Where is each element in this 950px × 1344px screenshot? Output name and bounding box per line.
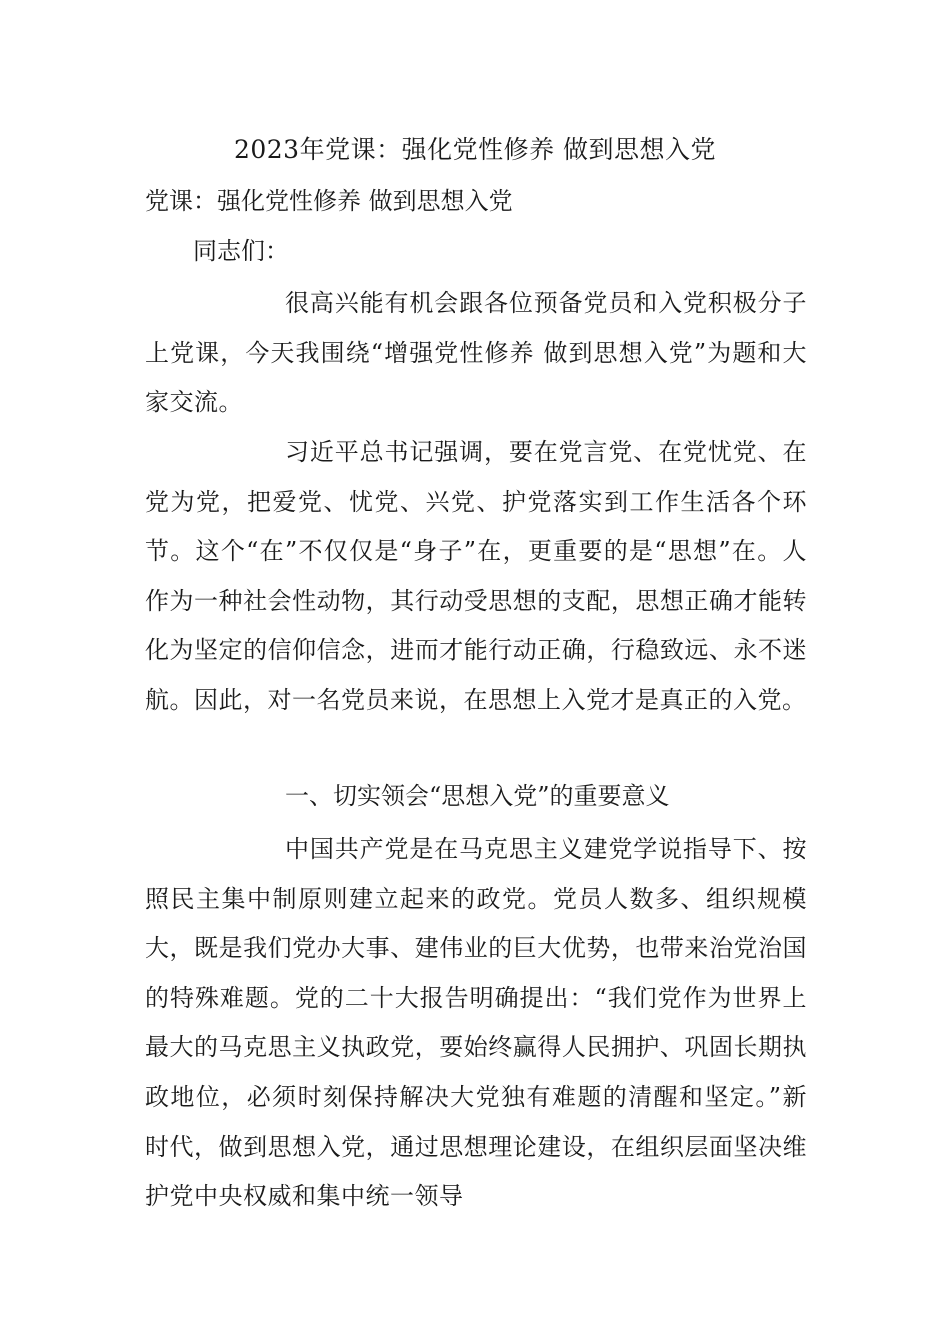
paragraph-opening: 很高兴能有机会跟各位预备党员和入党积极分子上党课，今天我围绕“增强党性修养 做到思想入党”为题和大家交流。 <box>145 289 807 417</box>
salutation: 同志们： <box>193 237 289 265</box>
document-title: 2023年党课：强化党性修养 做到思想入党 <box>233 135 717 164</box>
paragraph-xi-quote: 习近平总书记强调，要在党言党、在党忧党、在党为党，把爱党、忧党、兴党、护党落实到工作生活各个环节。这个“在”不仅仅是“身子”在，更重要的是“思想”在。人作为一种社会性动物，其行动受思想的支配，思想正确才能转化为坚定的信仰信念，进而才能行动正确，行稳致远、永不迷航。因此，对一名党员来说，在思想上入党才是真正的入党。 <box>145 438 807 714</box>
section-paragraph: 中国共产党是在马克思主义建党学说指导下、按照民主集中制原则建立起来的政党。党员人数多、组织规模大，既是我们党办大事、建伟业的巨大优势，也带来治党治国的特殊难题。党的二十大报告明确提出：“我们党作为世界上最大的马克思主义执政党，要始终赢得人民拥护、巩固长期执政地位，必须时刻保持解决大党独有难题的清醒和坚定。”新时代，做到思想入党，通过思想理论建设，在组织层面坚决维护党中央权威和集中统一领导 <box>145 835 807 1211</box>
section-heading: 一、切实领会“思想入党”的重要意义 <box>285 782 670 810</box>
document-subtitle: 党课：强化党性修养 做到思想入党 <box>145 187 513 215</box>
